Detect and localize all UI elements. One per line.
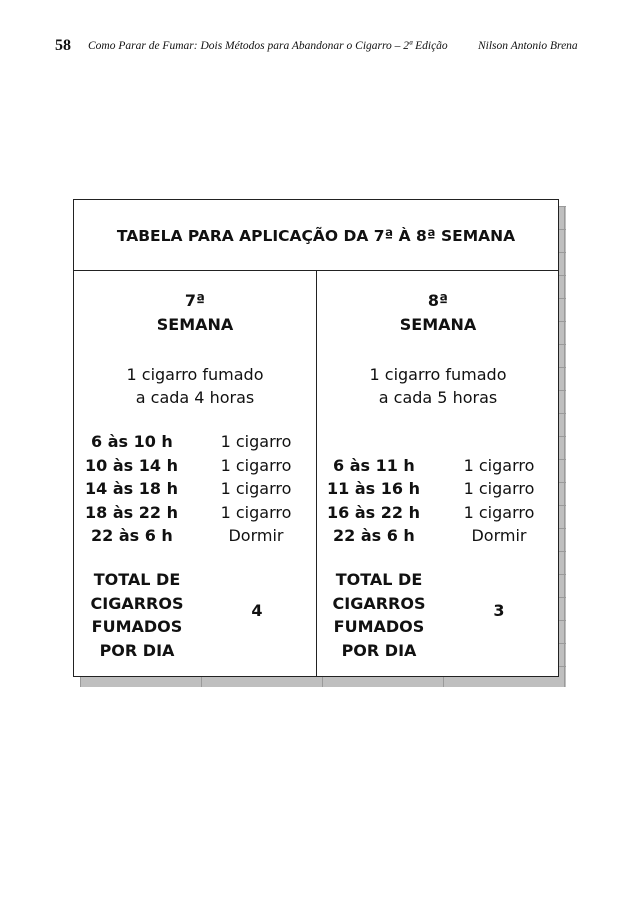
total-value: 4: [251, 601, 263, 620]
schedule-time: 22 às 6 h: [91, 526, 173, 545]
schedule-qty: 1 cigarro: [220, 479, 292, 498]
schedule-time: 22 às 6 h: [333, 526, 415, 545]
schedule-qty: 1 cigarro: [463, 456, 535, 475]
schedule-qty: 1 cigarro: [220, 432, 292, 451]
schedule-table: [73, 199, 559, 677]
rule-line-1: 1 cigarro fumado: [369, 365, 507, 384]
schedule-qty: 1 cigarro: [463, 503, 535, 522]
schedule-time: 16 às 22 h: [327, 503, 420, 522]
table-title: TABELA PARA APLICAÇÃO DA 7ª À 8ª SEMANA: [116, 227, 516, 245]
schedule-time: 6 às 11 h: [333, 456, 415, 475]
schedule-qty: Dormir: [228, 526, 284, 545]
schedule-time: 18 às 22 h: [85, 503, 178, 522]
rule-line-2: a cada 5 horas: [378, 388, 498, 407]
schedule-qty: 1 cigarro: [220, 503, 292, 522]
schedule-qty: Dormir: [471, 526, 527, 545]
total-label: TOTAL DE CIGARROS FUMADOS POR DIA: [90, 570, 184, 660]
page-header: [55, 37, 615, 57]
schedule-qty: 1 cigarro: [220, 456, 292, 475]
schedule-time: 14 às 18 h: [85, 479, 178, 498]
week-8-column: [317, 271, 559, 677]
schedule-time: 11 às 16 h: [327, 479, 420, 498]
author-name: Nilson Antonio Brena: [478, 40, 578, 52]
rule-line-2: a cada 4 horas: [135, 388, 255, 407]
week-label: SEMANA: [156, 315, 234, 334]
table-title-row: [74, 200, 558, 271]
week-label: SEMANA: [399, 315, 477, 334]
page-number: 58: [55, 37, 71, 54]
schedule-time: 10 às 14 h: [85, 456, 178, 475]
total-value: 3: [493, 601, 505, 620]
week-number: 7ª: [184, 291, 206, 310]
schedule-qty: 1 cigarro: [463, 479, 535, 498]
book-title: Como Parar de Fumar: Dois Métodos para Abandonar o Cigarro – 2ª Edição: [88, 40, 448, 52]
total-label: TOTAL DE CIGARROS FUMADOS POR DIA: [332, 570, 426, 660]
rule-line-1: 1 cigarro fumado: [126, 365, 264, 384]
week-number: 8ª: [427, 291, 449, 310]
week-7-column: [74, 271, 316, 677]
schedule-time: 6 às 10 h: [91, 432, 173, 451]
